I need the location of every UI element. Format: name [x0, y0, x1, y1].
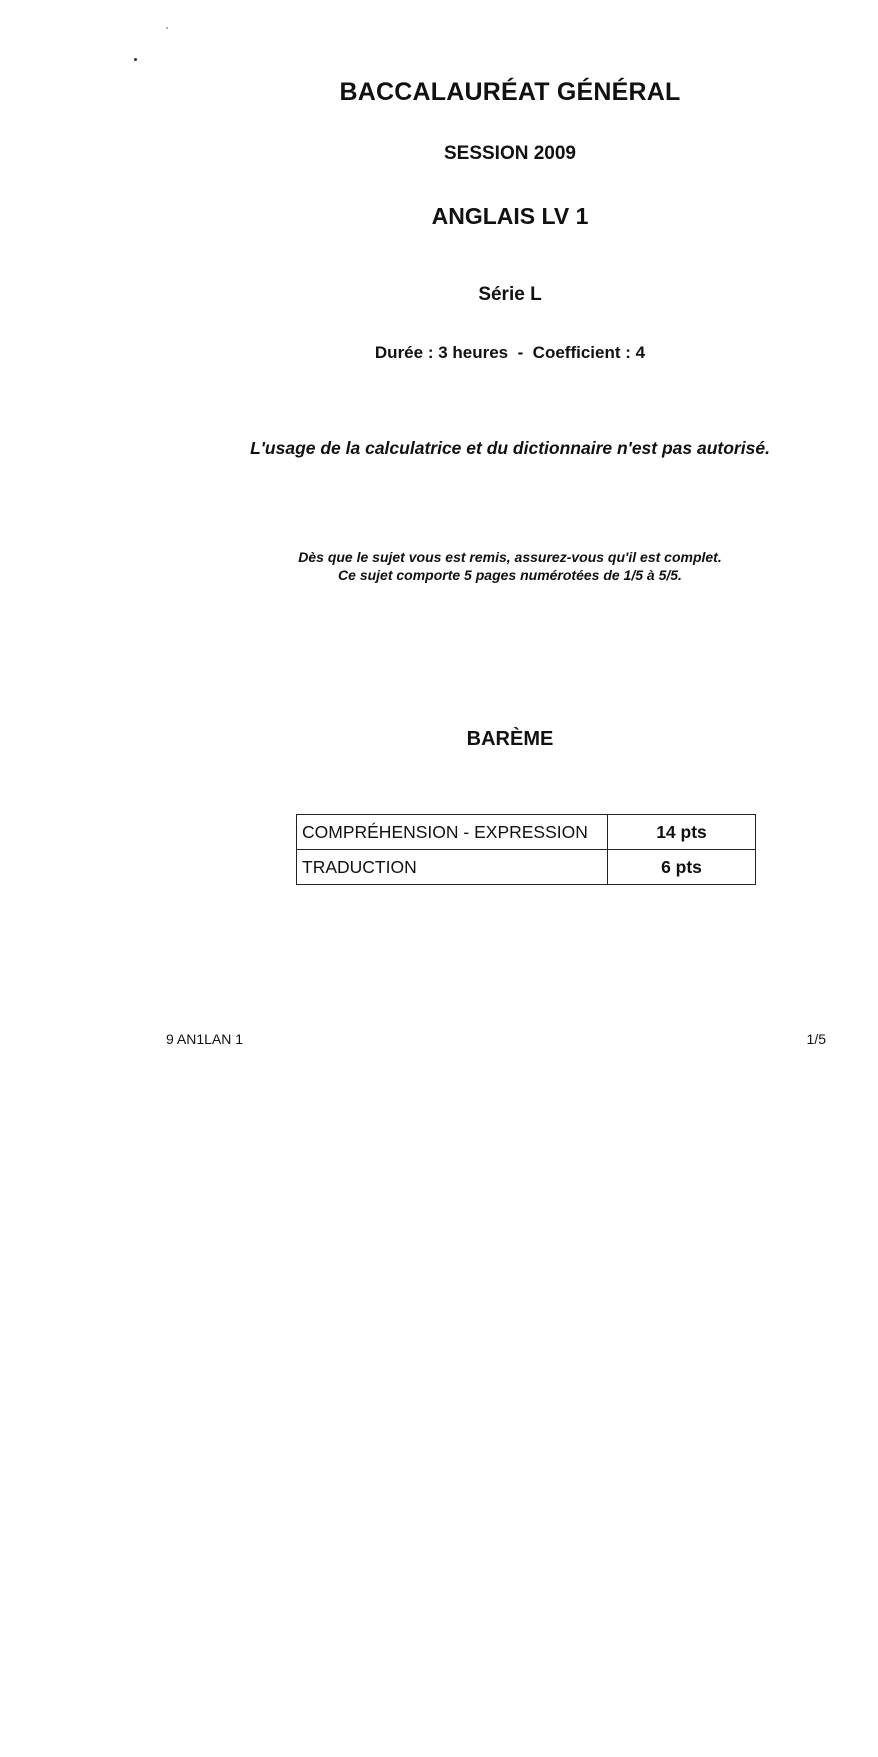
- page-number: 1/5: [806, 1031, 826, 1047]
- table-row: [297, 850, 756, 885]
- calculator-notice: L'usage de la calculatrice et du dictionnaire n'est pas autorisé.: [250, 438, 770, 458]
- serie-label: Série L: [478, 284, 542, 305]
- scan-speck: [166, 27, 168, 29]
- subject-label: ANGLAIS LV 1: [431, 203, 589, 229]
- bareme-title: BARÈME: [466, 728, 554, 750]
- exam-title: BACCALAURÉAT GÉNÉRAL: [339, 78, 681, 106]
- instructions-line-1: Dès que le sujet vous est remis, assurez-vous qu'il est complet.: [298, 549, 722, 565]
- instructions: [230, 548, 790, 584]
- scan-speck: [134, 58, 137, 61]
- instructions-line-2: Ce sujet comporte 5 pages numérotées de 1/5 à 5/5.: [338, 567, 682, 583]
- session-label: SESSION 2009: [443, 143, 577, 164]
- table-row: [297, 815, 756, 850]
- bareme-row-points: 14 pts: [608, 815, 756, 850]
- bareme-row-label: COMPRÉHENSION - EXPRESSION: [297, 815, 608, 850]
- duration-coefficient: Durée : 3 heures - Coefficient : 4: [374, 343, 646, 362]
- bareme-row-points: 6 pts: [608, 850, 756, 885]
- bareme-table: [296, 814, 756, 885]
- bareme-row-label: TRADUCTION: [297, 850, 608, 885]
- exam-code: 9 AN1LAN 1: [166, 1031, 244, 1047]
